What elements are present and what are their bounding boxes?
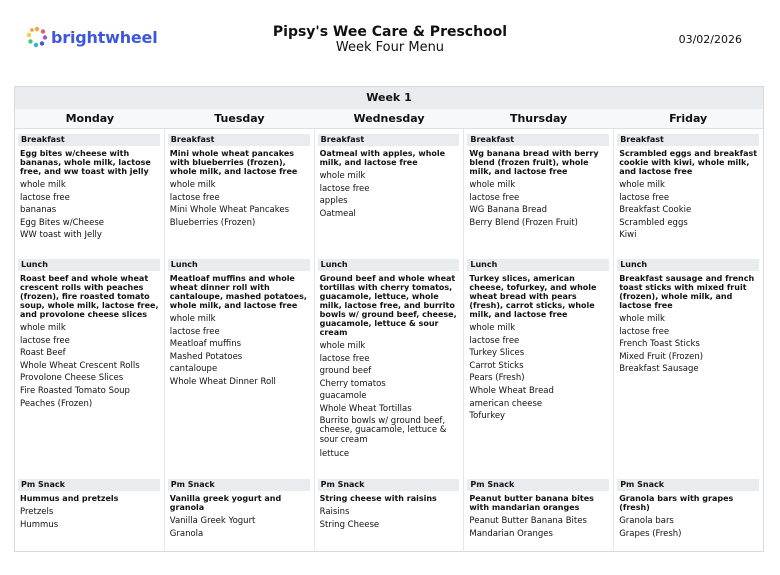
week-label: Week 1 [15,87,763,109]
menu-item: WG Banana Bread [469,205,547,216]
lunch-label: Lunch [617,259,759,271]
menu-item: lactose free [169,192,220,203]
menu-item: lactose free [20,335,70,346]
menu-item: Mashed Potatoes [169,351,243,362]
logo-text: brightwheel [51,27,158,47]
menu-columns [15,129,763,552]
menu-item: Turkey Slices [469,348,525,359]
meal-title: Breakfast sausage and french toast sticks with mixed fruit (frozen), whole milk, and lactose free [619,274,755,310]
menu-item: Granola [169,528,204,539]
pm-snack-label: Pm Snack [617,479,759,491]
menu-item: Blueberries (Frozen) [169,217,256,228]
menu-item: whole milk [619,180,665,190]
menu-table [14,86,764,552]
menu-item: Roast Beef [20,348,66,359]
menu-item: american cheese [469,398,543,409]
pm-snack-label: Pm Snack [168,479,310,491]
day-header-monday: Monday [65,112,115,125]
menu-item: Granola bars [619,516,674,526]
meal-title: Oatmeal with apples, whole milk, and lactose free [319,149,446,167]
meal-title: Mini whole wheat pancakes with blueberries (frozen), whole milk, and lactose free [169,149,298,176]
menu-item: Tofurkey [469,411,506,422]
page-header [0,0,780,80]
breakfast-section [318,134,460,220]
menu-item: lactose free [469,192,520,203]
menu-item: apples [319,196,348,207]
menu-item: Provolone Cheese Slices [20,373,124,384]
day-column-tuesday [165,129,315,552]
breakfast-label: Breakfast [318,134,460,146]
meal-title: Granola bars with grapes (fresh) [619,494,734,512]
menu-item: Peaches (Frozen) [20,398,93,409]
breakfast-label: Breakfast [168,134,310,146]
menu-item: lactose free [169,326,220,337]
pm-snack-section [467,479,609,540]
pm-snack-section [318,479,460,531]
menu-item: Whole Wheat Dinner Roll [169,376,276,387]
lunch-section [318,259,460,461]
meal-title: Wg banana bread with berry blend (frozen fruit), whole milk, and lactose free [469,149,599,176]
lunch-section [617,259,759,376]
day-header-row [15,109,763,129]
meal-title: Peanut butter banana bites with mandarian oranges [469,494,594,512]
pm-snack-label: Pm Snack [18,479,160,491]
menu-item: Peanut Butter Banana Bites [469,516,587,526]
menu-item: whole milk [469,323,516,333]
lunch-label: Lunch [467,259,609,271]
meal-title: Turkey slices, american cheese, tofurkey, and whole wheat bread with pears (fresh), carrot sticks, whole milk, and lactose free [469,274,597,319]
menu-item: cantaloupe [169,364,218,375]
breakfast-section [617,134,759,242]
menu-item: lactose free [619,192,670,203]
meal-title: Ground beef and whole wheat tortillas with cherry tomatos, guacamole, lettuce, whole milk, lactose free, and burrito bowls w/ ground beef, cheese, guacamole, lettuce & sour cream [319,274,457,337]
day-column-friday [614,129,763,552]
pm-snack-section [617,479,759,540]
menu-item: whole milk [319,171,366,181]
menu-item: lactose free [619,326,670,337]
menu-item: Vanilla Greek Yogurt [169,516,256,526]
menu-item: lactose free [469,335,520,346]
breakfast-label: Breakfast [467,134,609,146]
menu-item: Mandarian Oranges [469,528,553,539]
breakfast-section [467,134,609,229]
menu-item: lactose free [319,353,370,364]
lunch-label: Lunch [318,259,460,271]
meal-title: Roast beef and whole wheat crescent rolls with peaches (frozen), fire roasted tomato soup, whole milk, lactose free, and provolone cheese slices [20,274,159,319]
meal-title: Vanilla greek yogurt and granola [169,494,282,512]
pm-snack-section [168,479,310,540]
menu-item: Berry Blend (Frozen Fruit) [469,217,578,228]
day-column-thursday [464,129,614,552]
menu-item: Breakfast Sausage [619,364,699,375]
menu-item: Whole Wheat Crescent Rolls [20,360,140,371]
meal-title: Egg bites w/cheese with bananas, whole milk, lactose free, and ww toast with jelly [20,149,151,176]
menu-item: whole milk [169,314,216,324]
menu-item: guacamole [319,391,367,402]
menu-item: bananas [20,205,57,216]
menu-item: Mixed Fruit (Frozen) [619,351,704,362]
menu-item: whole milk [169,180,216,190]
menu-item: ground beef [319,366,372,377]
menu-item: Pears (Fresh) [469,373,525,384]
menu-item: WW toast with Jelly [20,230,102,241]
menu-item: Mini Whole Wheat Pancakes [169,205,289,216]
pm-snack-section [18,479,160,531]
menu-item: Breakfast Cookie [619,205,692,216]
lunch-section [18,259,160,410]
menu-item: whole milk [20,180,66,190]
menu-item: Grapes (Fresh) [619,528,682,539]
menu-item: Burrito bowls w/ ground beef, cheese, guacamole, lettuce & sour cream [319,415,447,445]
menu-item: lactose free [20,192,70,203]
lunch-section [168,259,310,389]
meal-title: Scrambled eggs and breakfast cookie with kiwi, whole milk, and lactose free [619,149,758,176]
lunch-label: Lunch [18,259,160,271]
lunch-section [467,259,609,423]
breakfast-section [168,134,310,229]
school-name: Pipsy's Wee Care & Preschool [272,24,508,40]
menu-item: Raisins [319,507,350,517]
menu-item: Carrot Sticks [469,360,524,371]
menu-item: Pretzels [20,507,54,517]
breakfast-label: Breakfast [617,134,759,146]
menu-item: String Cheese [319,519,380,530]
day-column-wednesday [315,129,465,552]
menu-date: 03/02/2026 [678,33,742,46]
meal-title: Hummus and pretzels [20,494,119,503]
day-header-friday: Friday [669,112,708,125]
meal-title: String cheese with raisins [319,494,437,503]
day-column-monday [15,129,165,552]
menu-item: Egg Bites w/Cheese [20,217,105,228]
menu-item: Hummus [20,519,59,530]
menu-item: whole milk [20,323,66,333]
meal-title: Meatloaf muffins and whole wheat dinner roll with cantaloupe, mashed potatoes, whole milk, and lactose free [169,274,307,310]
menu-item: French Toast Sticks [619,339,700,350]
menu-item: lactose free [319,183,370,194]
breakfast-label: Breakfast [18,134,160,146]
menu-item: lettuce [319,449,350,460]
menu-item: Whole Wheat Tortillas [319,403,412,414]
menu-item: Scrambled eggs [619,217,688,228]
day-header-wednesday: Wednesday [353,112,425,125]
menu-item: Whole Wheat Bread [469,385,554,396]
menu-item: Oatmeal [319,208,356,219]
pm-snack-label: Pm Snack [467,479,609,491]
menu-item: Fire Roasted Tomato Soup [20,385,130,396]
menu-item: Kiwi [619,230,637,241]
menu-item: whole milk [619,314,665,324]
menu-item: whole milk [319,341,366,351]
menu-item: Cherry tomatos [319,378,386,389]
day-header-thursday: Thursday [509,112,568,125]
lunch-label: Lunch [168,259,310,271]
pm-snack-label: Pm Snack [318,479,460,491]
day-header-tuesday: Tuesday [214,112,265,125]
menu-subtitle: Week Four Menu [335,40,445,55]
menu-item: Meatloaf muffins [169,339,242,350]
menu-item: whole milk [469,180,516,190]
breakfast-section [18,134,160,242]
